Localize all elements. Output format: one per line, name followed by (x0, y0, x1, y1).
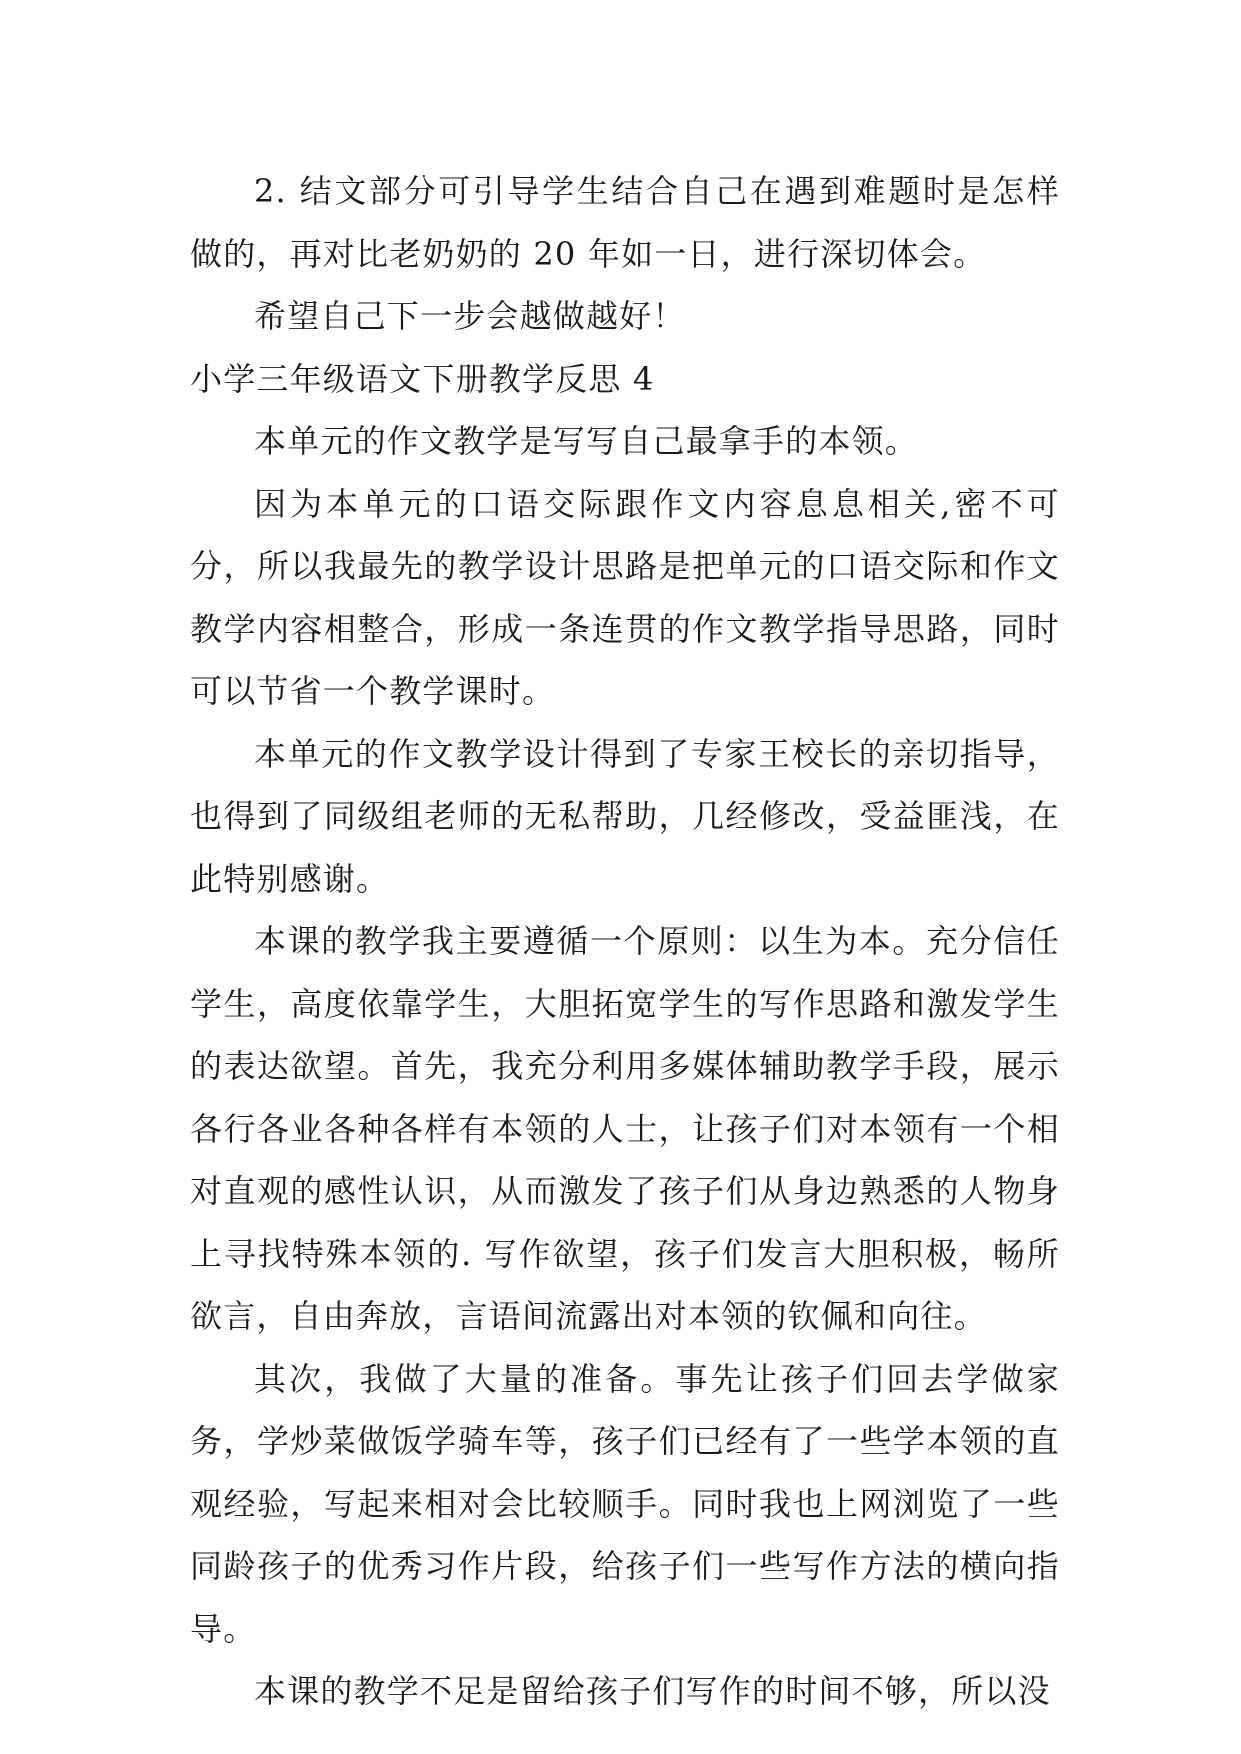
section-heading: 小学三年级语文下册教学反思 4 (190, 359, 655, 398)
document-body (190, 160, 1060, 1723)
paragraph: 本单元的作文教学是写写自己最拿手的本领。 (254, 422, 919, 460)
paragraph: 本单元的作文教学设计得到了专家王校长的亲切指导，也得到了同级组老师的无私帮助，几经修改，受益匪浅，在此特别感谢。 (190, 734, 1060, 898)
paragraph: 本课的教学不足是留给孩子们写作的时间不够，所以没 (254, 1672, 1051, 1710)
paragraph: 本课的教学我主要遵循一个原则：以生为本。充分信任学生，高度依靠学生，大胆拓宽学生的写作思路和激发学生的表达欲望。首先，我充分利用多媒体辅助教学手段，展示各行各业各种各样有本领的人士，让孩子们对本领有一个相对直观的感性认识，从而激发了孩子们从身边熟悉的人物身上寻找特殊本领的. 写作欲望，孩子们发言大胆积极，畅所欲言，自由奔放，言语间流露出对本领的钦佩和向往。 (190, 922, 1060, 1335)
paragraph: 因为本单元的口语交际跟作文内容息息相关,密不可分，所以我最先的教学设计思路是把单元的口语交际和作文教学内容相整合，形成一条连贯的作文教学指导思路，同时可以节省一个教学课时。 (190, 484, 1060, 710)
paragraph: 2. 结文部分可引导学生结合自己在遇到难题时是怎样做的，再对比老奶奶的 20 年如一日，进行深切体会。 (190, 172, 1060, 273)
paragraph: 其次，我做了大量的准备。事先让孩子们回去学做家务，学炒菜做饭学骑车等，孩子们已经有了一些学本领的直观经验，写起来相对会比较顺手。同时我也上网浏览了一些同龄孩子的优秀习作片段，给孩子们一些写作方法的横向指导。 (190, 1359, 1060, 1648)
paragraph: 希望自己下一步会越做越好！ (254, 297, 686, 335)
